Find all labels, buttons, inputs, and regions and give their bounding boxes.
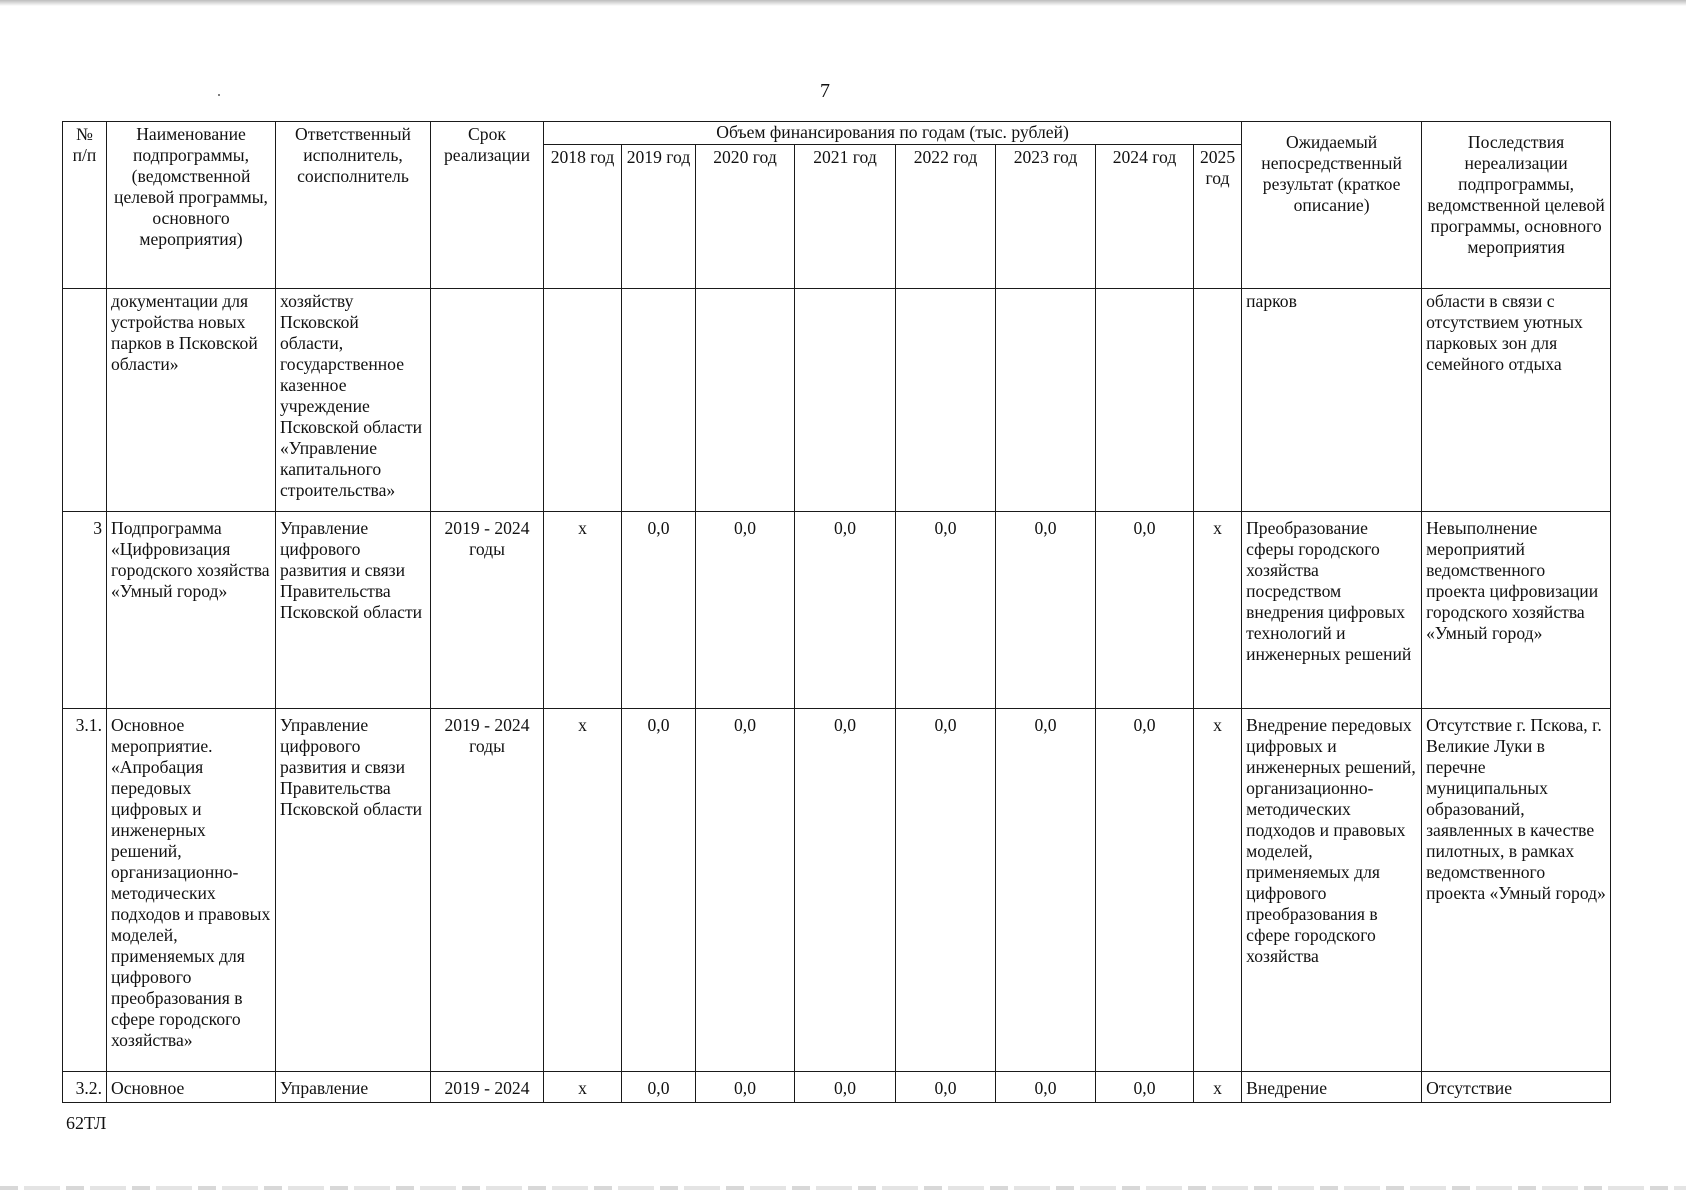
row-consequences: области в связи с отсутствием уютных парковых зон для семейного отдыха — [1422, 289, 1611, 512]
row-value: 0,0 — [696, 512, 795, 709]
header-year: 2020 год — [696, 145, 795, 289]
row-value — [1194, 289, 1242, 512]
row-value: 0,0 — [1096, 709, 1194, 1072]
row-value — [622, 289, 696, 512]
row-value: 0,0 — [696, 709, 795, 1072]
row-result: Внедрение передовых цифровых и инженерных решений, организационно-методических подходов и правовых моделей, применяемых для цифрового преобразования в сфере городского хозяйства — [1242, 709, 1422, 1072]
row-value — [544, 289, 622, 512]
table-row — [63, 1072, 1611, 1103]
header-year: 2022 год — [896, 145, 996, 289]
header-num: № п/п — [63, 122, 107, 289]
page-number: 7 — [820, 80, 830, 102]
row-executor: Управление цифрового развития и связи Правительства Псковской области — [276, 512, 431, 709]
scan-edge-top — [0, 0, 1686, 6]
header-executor: Ответственный исполнитель, соисполнитель — [276, 122, 431, 289]
row-value: х — [1194, 512, 1242, 709]
table-row — [63, 709, 1611, 1072]
header-consequences: Последствия нереализации подпрограммы, ведомственной целевой программы, основного мероприятия — [1422, 122, 1611, 289]
row-value — [795, 289, 896, 512]
row-value: 0,0 — [696, 1072, 795, 1103]
row-value: 0,0 — [996, 512, 1096, 709]
row-num: 3 — [63, 512, 107, 709]
row-result: парков — [1242, 289, 1422, 512]
row-executor: Управление — [276, 1072, 431, 1103]
row-term: 2019 - 2024 — [431, 1072, 544, 1103]
row-name: документации для устройства новых парков в Псковской области» — [107, 289, 276, 512]
row-term: 2019 - 2024 годы — [431, 709, 544, 1072]
row-value: 0,0 — [795, 1072, 896, 1103]
row-value: 0,0 — [795, 709, 896, 1072]
row-consequences: Отсутствие г. Пскова, г. Великие Луки в перечне муниципальных образований, заявленных в качестве пилотных, в рамках ведомственного проекта «Умный город» — [1422, 709, 1611, 1072]
row-executor: хозяйству Псковской области, государственное казенное учреждение Псковской области «Управление капитального строительства» — [276, 289, 431, 512]
row-value: 0,0 — [622, 1072, 696, 1103]
scan-speck — [218, 94, 220, 96]
table-header-row — [63, 122, 1611, 145]
header-name: Наименование подпрограммы, (ведомственной целевой программы, основного мероприятия) — [107, 122, 276, 289]
row-value: 0,0 — [1096, 1072, 1194, 1103]
row-value: 0,0 — [996, 709, 1096, 1072]
row-num — [63, 289, 107, 512]
row-executor: Управление цифрового развития и связи Правительства Псковской области — [276, 709, 431, 1072]
table-row — [63, 512, 1611, 709]
row-value: 0,0 — [996, 1072, 1096, 1103]
row-value: х — [544, 1072, 622, 1103]
row-value — [896, 289, 996, 512]
row-value — [696, 289, 795, 512]
row-name: Основное — [107, 1072, 276, 1103]
row-num: 3.1. — [63, 709, 107, 1072]
row-value: х — [544, 709, 622, 1072]
row-result: Внедрение — [1242, 1072, 1422, 1103]
header-year: 2025 год — [1194, 145, 1242, 289]
scan-edge-bottom — [0, 1186, 1686, 1190]
header-year: 2023 год — [996, 145, 1096, 289]
header-result: Ожидаемый непосредственный результат (краткое описание) — [1242, 122, 1422, 289]
row-name: Подпрограмма «Цифровизация городского хозяйства «Умный город» — [107, 512, 276, 709]
footer-code: 62ТЛ — [66, 1113, 107, 1133]
row-term — [431, 289, 544, 512]
header-year: 2019 год — [622, 145, 696, 289]
row-value — [1096, 289, 1194, 512]
funding-table — [62, 121, 1611, 1103]
header-funding-group: Объем финансирования по годам (тыс. рублей) — [544, 122, 1242, 145]
row-consequences: Невыполнение мероприятий ведомственного проекта цифровизации городского хозяйства «Умный город» — [1422, 512, 1611, 709]
row-value: х — [544, 512, 622, 709]
row-value: 0,0 — [622, 709, 696, 1072]
row-value: х — [1194, 709, 1242, 1072]
row-value: х — [1194, 1072, 1242, 1103]
row-value: 0,0 — [896, 512, 996, 709]
header-year: 2021 год — [795, 145, 896, 289]
row-value: 0,0 — [896, 1072, 996, 1103]
row-term: 2019 - 2024 годы — [431, 512, 544, 709]
header-year: 2018 год — [544, 145, 622, 289]
table-row — [63, 289, 1611, 512]
header-year: 2024 год — [1096, 145, 1194, 289]
row-num: 3.2. — [63, 1072, 107, 1103]
row-value: 0,0 — [896, 709, 996, 1072]
row-result: Преобразование сферы городского хозяйства посредством внедрения цифровых технологий и инженерных решений — [1242, 512, 1422, 709]
row-value: 0,0 — [1096, 512, 1194, 709]
row-value: 0,0 — [622, 512, 696, 709]
row-consequences: Отсутствие — [1422, 1072, 1611, 1103]
row-name: Основное мероприятие. «Апробация передовых цифровых и инженерных решений, организационно-методических подходов и правовых моделей, применяемых для цифрового преобразования в сфере городского хозяйства» — [107, 709, 276, 1072]
row-value — [996, 289, 1096, 512]
row-value: 0,0 — [795, 512, 896, 709]
header-term: Срок реализации — [431, 122, 544, 289]
